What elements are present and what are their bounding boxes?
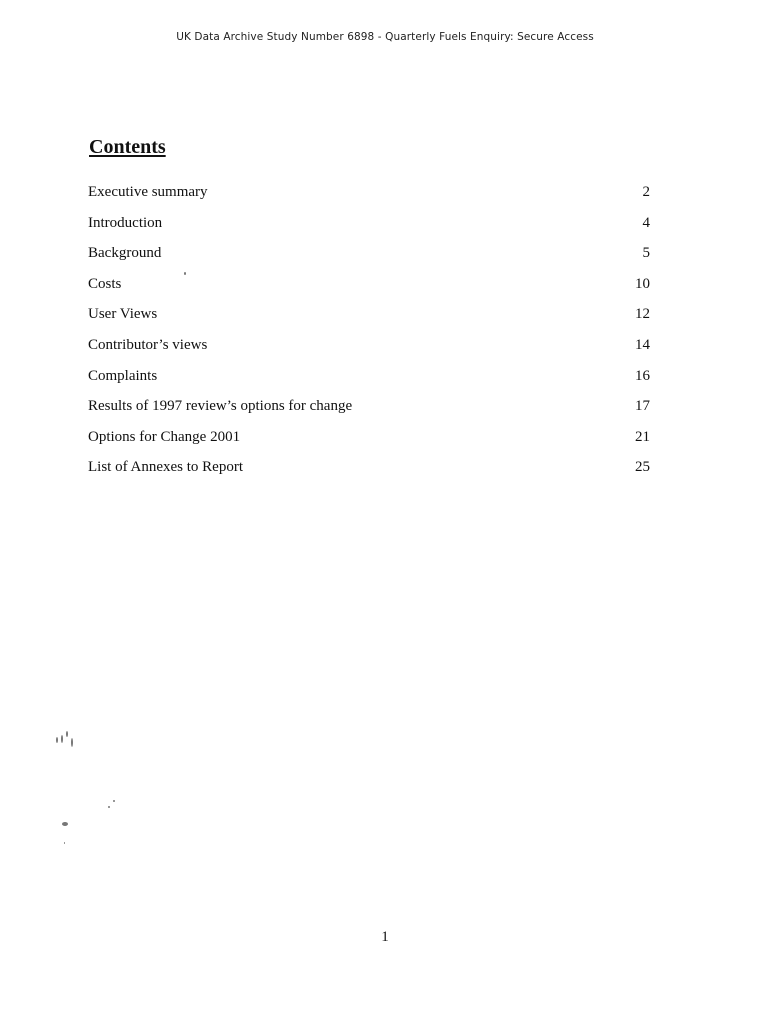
- toc-entry-page: 12: [635, 306, 650, 323]
- toc-entry-label: Complaints: [88, 367, 158, 384]
- toc-entry-label: Costs: [88, 275, 122, 292]
- scan-speck: [56, 737, 58, 743]
- toc-entry-label: Options for Change 2001: [88, 428, 241, 445]
- toc-entry-introduction: [88, 215, 650, 246]
- page-header: UK Data Archive Study Number 6898 - Quarterly Fuels Enquiry: Secure Access: [176, 31, 594, 43]
- toc-entry-label: List of Annexes to Report: [88, 459, 243, 476]
- toc-entry-costs: [88, 276, 650, 307]
- toc-entry-page: 17: [635, 398, 650, 415]
- scan-speck: [66, 731, 68, 737]
- toc-entry-label: Contributor’s views: [88, 336, 208, 353]
- toc-entry-page: 2: [642, 184, 650, 200]
- toc-entry-page: 16: [635, 367, 650, 384]
- toc-entry-background: [88, 245, 650, 276]
- toc-entry-user-views: [88, 306, 650, 337]
- scan-speck: [184, 272, 186, 275]
- toc-entry-label: User Views: [88, 306, 158, 323]
- scan-speck: [113, 800, 115, 802]
- toc-entry-contributors-views: [88, 337, 650, 368]
- table-of-contents: [88, 184, 650, 490]
- toc-entry-list-of-annexes: [88, 459, 650, 490]
- toc-entry-options-for-change-2001: [88, 429, 650, 460]
- contents-title: Contents: [89, 136, 166, 158]
- toc-entry-page: 21: [635, 428, 650, 445]
- toc-entry-label: Executive summary: [88, 184, 208, 200]
- toc-entry-page: 14: [635, 336, 650, 353]
- toc-entry-results-1997-review: [88, 398, 650, 429]
- toc-entry-executive-summary: [88, 184, 650, 215]
- page-number: 1: [381, 929, 389, 945]
- toc-entry-complaints: [88, 368, 650, 399]
- toc-entry-page: 25: [635, 459, 650, 476]
- scan-speck: [61, 735, 63, 743]
- scan-speck: [108, 806, 110, 808]
- toc-entry-page: 5: [642, 245, 650, 262]
- toc-entry-label: Background: [88, 245, 162, 262]
- toc-entry-page: 10: [635, 275, 650, 292]
- toc-entry-page: 4: [642, 214, 650, 231]
- scan-speck: [62, 822, 68, 826]
- scan-speck: [71, 738, 73, 747]
- toc-entry-label: Results of 1997 review’s options for change: [88, 398, 353, 415]
- scan-speck: [64, 842, 65, 844]
- toc-entry-label: Introduction: [88, 214, 163, 231]
